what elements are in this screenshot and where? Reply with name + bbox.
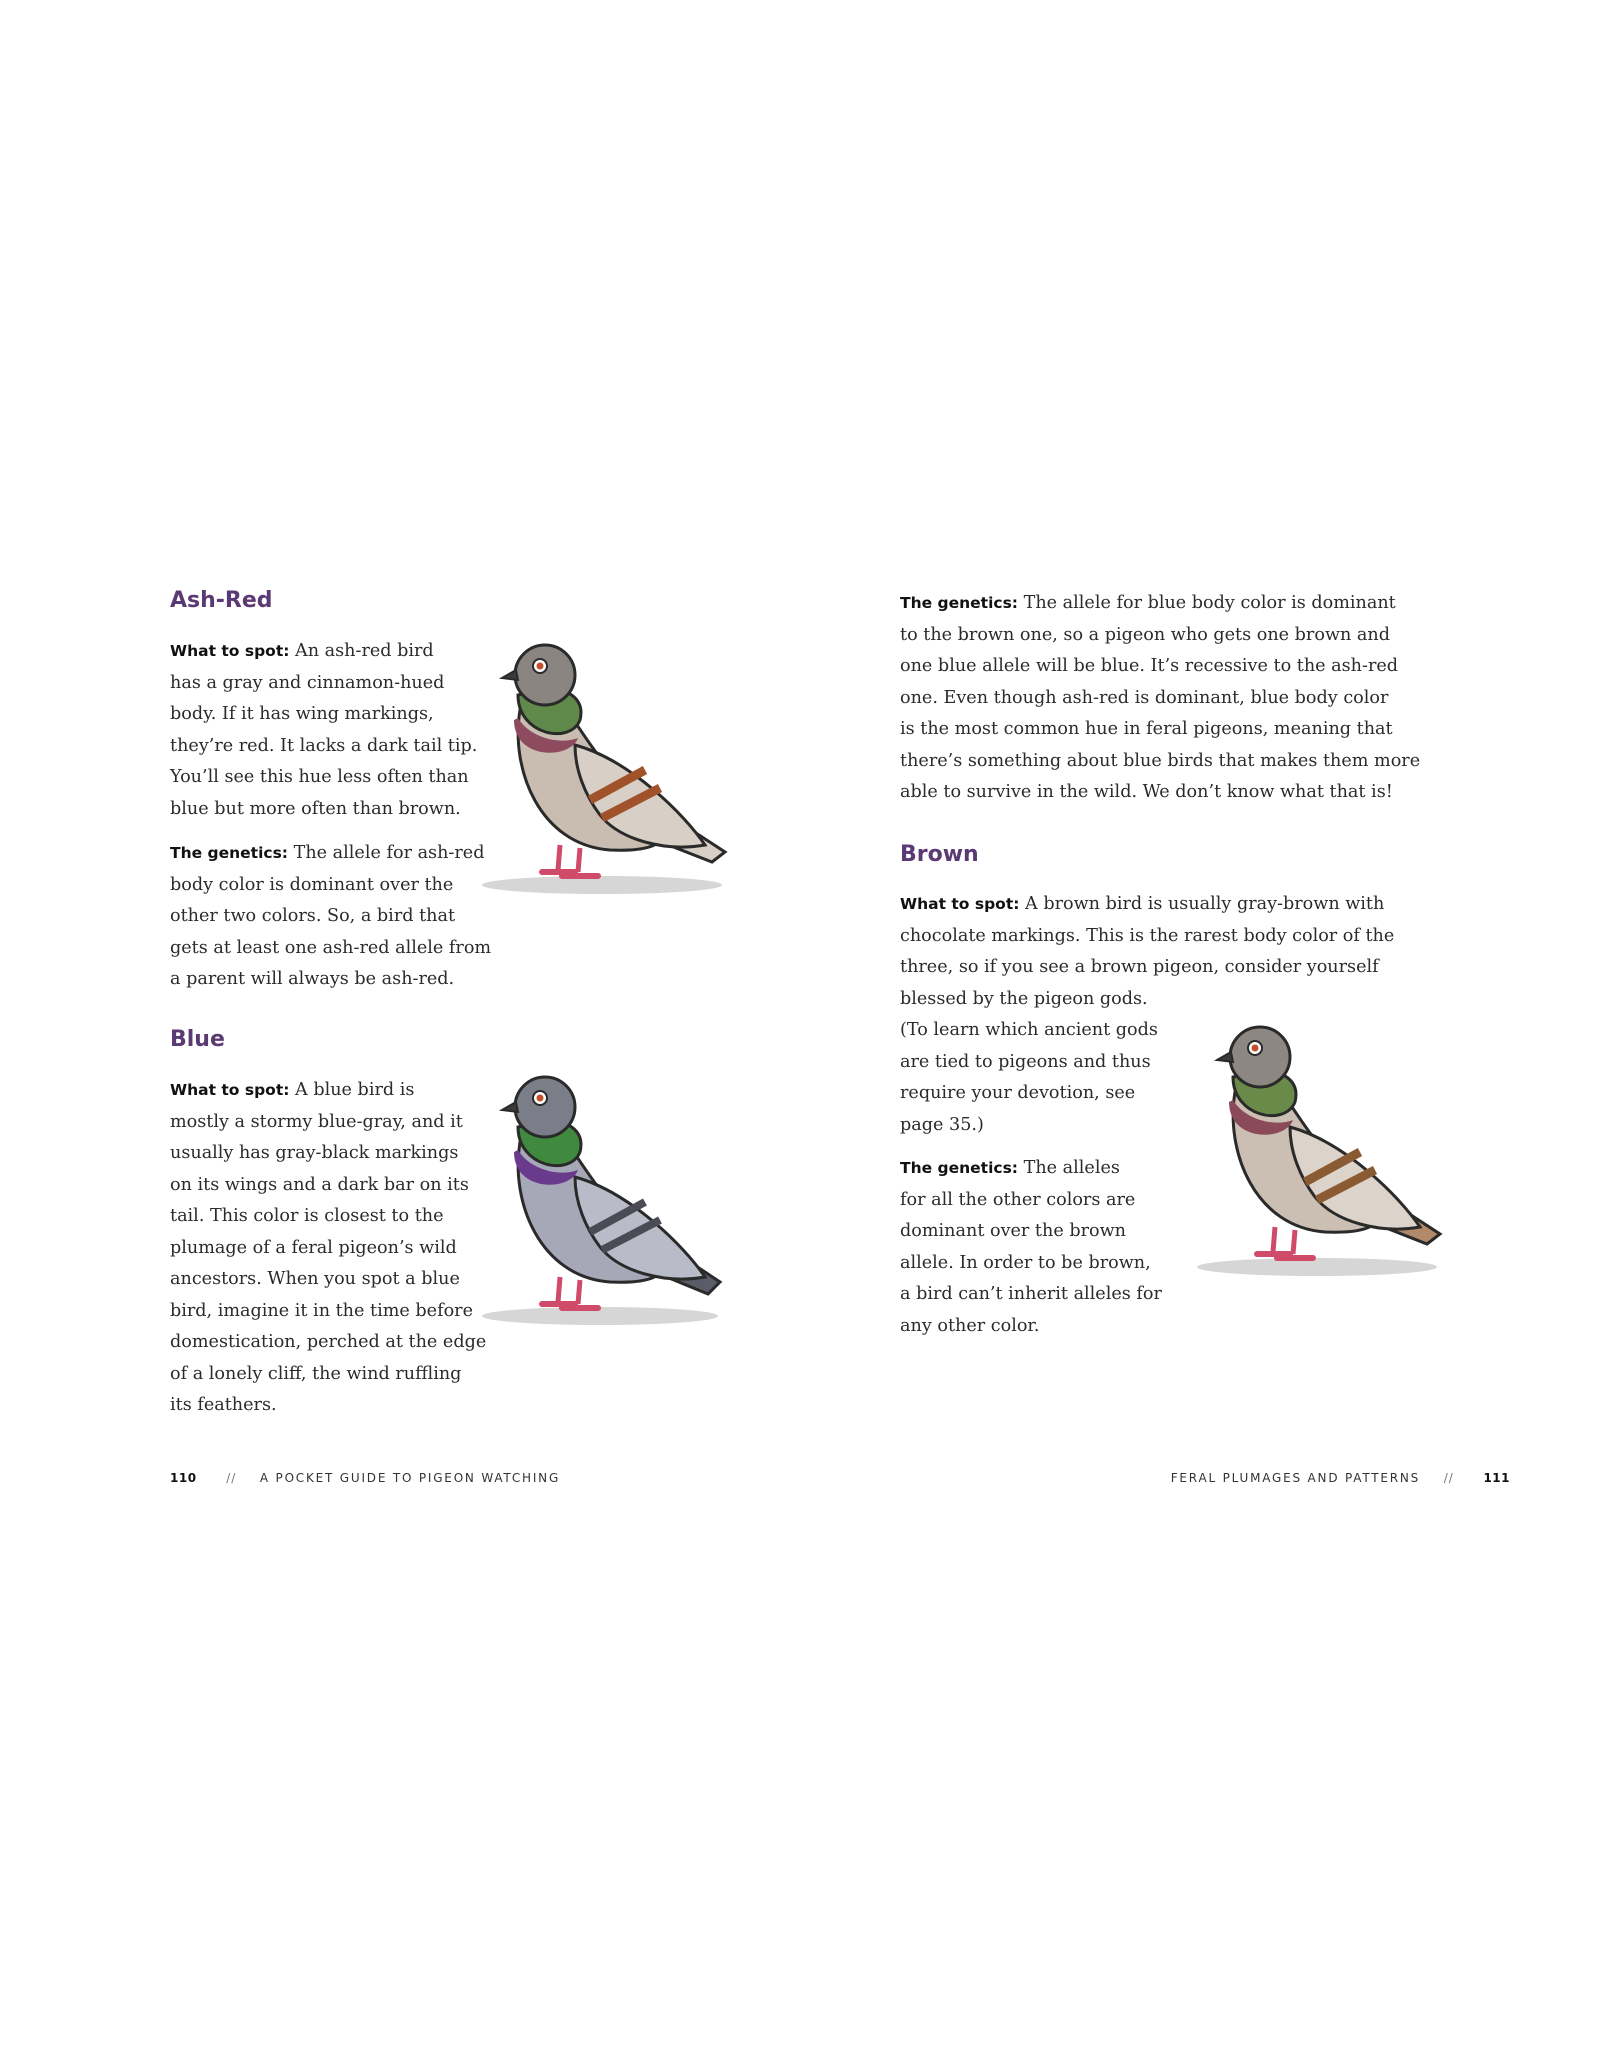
brown-genetics-line: a bird can’t inherit alleles for [900,1284,1162,1304]
blue-genetics-line: one. Even though ash-red is dominant, blue body color [900,687,1389,708]
blue-pigeon-illustration [480,1072,740,1332]
blue-genetics-line: The genetics: The allele for blue body color is dominant [900,593,1396,613]
blue-spot-line: mostly a stormy blue-gray, and it [170,1111,463,1132]
blue-spot-line: What to spot: A blue bird is [170,1080,415,1100]
ash-red-spot-line: they’re red. It lacks a dark tail tip. [170,735,478,756]
blue-spot-line: of a lonely cliff, the wind ruffling [170,1363,462,1384]
brown-genetics-paragraph [900,1153,1230,1342]
ash-red-genetics-line: a parent will always be ash-red. [170,969,455,989]
blue-spot-line: its feathers. [170,1395,277,1415]
running-title: FERAL PLUMAGES AND PATTERNS [1170,1471,1421,1485]
genetics-label: The genetics: [900,1159,1019,1177]
footer-separator: // [226,1471,237,1485]
blue-spot-line: domestication, perched at the edge [170,1332,487,1352]
blue-spot-line: tail. This color is closest to the [170,1206,444,1226]
spot-label: What to spot: [170,1081,290,1099]
ash-red-genetics-line: gets at least one ash-red allele from [170,937,492,958]
brown-genetics-line: dominant over the brown [900,1221,1126,1241]
blue-spot-line: ancestors. When you spot a blue [170,1269,460,1289]
blue-genetics-line: one blue allele will be blue. It’s recessive to the ash-red [900,656,1399,676]
brown-spot-line: are tied to pigeons and thus [900,1051,1151,1072]
brown-pigeon-illustration [1195,1022,1455,1282]
brown-spot-line: page 35.) [900,1114,984,1135]
footer-separator: // [1443,1471,1454,1485]
genetics-label: The genetics: [170,844,289,862]
ash-red-genetics-line: The genetics: The allele for ash-red [170,843,485,863]
blue-genetics-line: able to survive in the wild. We don’t know what that is! [900,782,1393,802]
blue-genetics-paragraph [900,588,1460,809]
ash-red-pigeon-illustration [480,640,740,900]
brown-genetics-line: for all the other colors are [900,1189,1136,1210]
ash-red-spot-line: You’ll see this hue less often than [170,767,469,787]
brown-spot-line: blessed by the pigeon gods. [900,988,1148,1009]
ash-red-spot-paragraph [170,636,500,825]
brown-genetics-line: The genetics: The alleles [900,1158,1120,1178]
blue-heading: Blue [170,1027,225,1052]
ash-red-heading: Ash-Red [170,588,273,613]
right-page [800,0,1600,2048]
ash-red-spot-line: blue but more often than brown. [170,798,461,819]
ash-red-spot-line: body. If it has wing markings, [170,704,434,724]
spot-label: What to spot: [170,642,290,660]
running-title: A POCKET GUIDE TO PIGEON WATCHING [259,1471,561,1485]
ash-red-spot-line: has a gray and cinnamon-hued [170,672,445,693]
ash-red-spot-line: What to spot: An ash-red bird [170,641,434,661]
blue-genetics-line: to the brown one, so a pigeon who gets one brown and [900,624,1391,645]
brown-spot-line: require your devotion, see [900,1083,1136,1103]
page-number: 111 [1483,1471,1510,1485]
ash-red-genetics-line: other two colors. So, a bird that [170,906,456,926]
left-footer [170,1471,560,1485]
blue-spot-paragraph [170,1075,500,1422]
brown-spot-line: chocolate markings. This is the rarest body color of the [900,925,1395,946]
blue-spot-line: usually has gray-black markings [170,1143,459,1163]
spot-label: What to spot: [900,895,1020,913]
blue-spot-line: bird, imagine it in the time before [170,1300,474,1321]
brown-spot-line: What to spot: A brown bird is usually gray-brown with [900,894,1385,914]
brown-genetics-line: any other color. [900,1315,1040,1336]
blue-genetics-line: is the most common hue in feral pigeons, meaning that [900,719,1393,739]
brown-spot-line: (To learn which ancient gods [900,1020,1158,1040]
brown-spot-line: three, so if you see a brown pigeon, consider yourself [900,957,1379,977]
blue-spot-line: on its wings and a dark bar on its [170,1174,469,1195]
right-footer [1171,1471,1510,1485]
blue-genetics-line: there’s something about blue birds that makes them more [900,750,1421,771]
genetics-label: The genetics: [900,594,1019,612]
page-number: 110 [170,1471,197,1485]
brown-genetics-line: allele. In order to be brown, [900,1252,1151,1273]
ash-red-genetics-line: body color is dominant over the [170,874,454,895]
brown-heading: Brown [900,842,979,867]
blue-spot-line: plumage of a feral pigeon’s wild [170,1237,457,1258]
ash-red-genetics-paragraph [170,838,500,996]
